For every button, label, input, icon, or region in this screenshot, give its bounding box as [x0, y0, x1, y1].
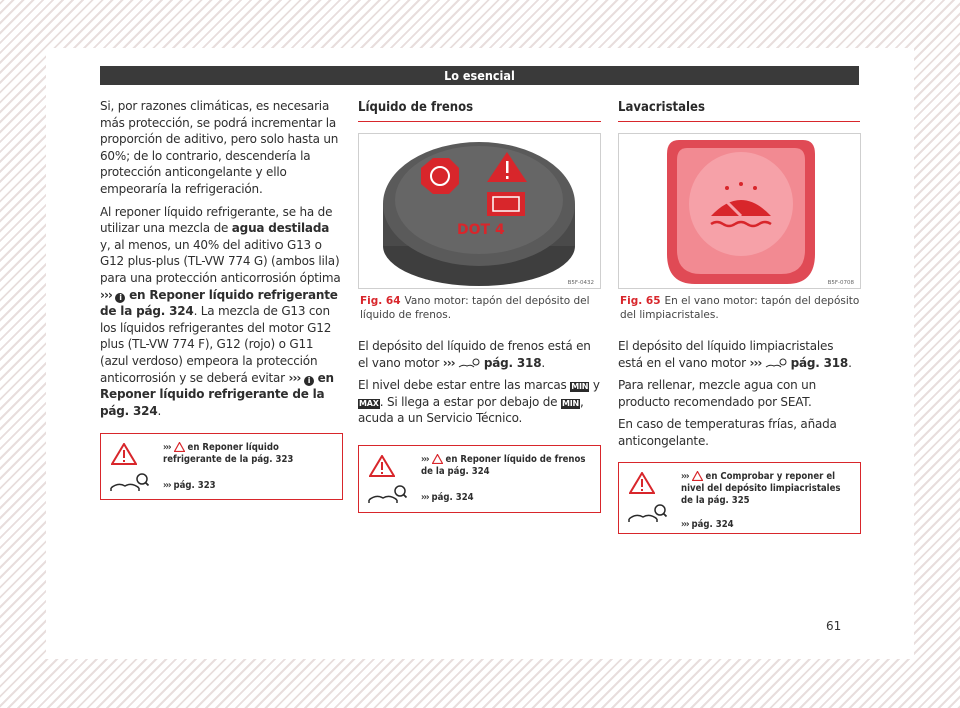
- warning-ref-line[interactable]: ››› en Reponer líquido refrigerante de la pág. 323: [163, 442, 294, 466]
- warning-small-icon: [174, 442, 185, 452]
- ref-arrows: ›››: [288, 370, 301, 385]
- ref-link-coolant-1[interactable]: en Reponer líquido refrigerante de la pág. 324: [100, 287, 338, 319]
- ref-arrows: ›››: [100, 287, 112, 302]
- info-icon: i: [115, 293, 125, 303]
- page-ref-line[interactable]: ››› pág. 323: [163, 480, 216, 492]
- figure-caption: Fig. 64 Vano motor: tapón del depósito del líquido de frenos.: [360, 295, 590, 321]
- figure-brake-fluid-cap: [358, 133, 601, 289]
- warning-box-washer: [618, 462, 861, 534]
- book-magnifier-icon: [627, 503, 667, 523]
- section-title-washer: Lavacristales: [618, 100, 860, 122]
- figure-washer-cap: [618, 133, 861, 289]
- page-ref-line[interactable]: ››› pág. 324: [681, 518, 734, 530]
- info-icon: i: [304, 376, 314, 386]
- warning-triangle-icon: [111, 443, 137, 465]
- washer-cap-illustration: [619, 134, 861, 289]
- min-mark: MIN: [561, 398, 580, 408]
- column-1: [100, 98, 342, 500]
- warning-small-icon: [692, 471, 703, 481]
- max-mark: MAX: [359, 398, 379, 408]
- book-magnifier-small-icon: [765, 358, 787, 369]
- warning-ref-line[interactable]: ››› en Comprobar y reponer el nivel del depósito limpiacristales de la pág. 325: [681, 470, 841, 506]
- page-ref-line[interactable]: ››› pág. 324: [421, 491, 474, 503]
- book-magnifier-icon: [109, 472, 149, 492]
- brake-cap-illustration: [359, 134, 601, 289]
- figure-code: B5F-0708: [827, 280, 854, 286]
- warning-small-icon: [432, 454, 443, 464]
- warning-box-brake: [358, 445, 601, 513]
- paragraph-brake-location: El depósito del líquido de frenos está en el vano motor ››› pág. 318.: [358, 339, 591, 370]
- page-number: 61: [826, 619, 842, 633]
- section-header: Lo esencial: [100, 66, 859, 85]
- figure-code: B5F-0432: [567, 280, 594, 286]
- column-2: [358, 98, 601, 513]
- ref-link-page-318[interactable]: pág. 318: [483, 355, 542, 370]
- paragraph-coolant-mix: Al reponer líquido refrigerante, se ha de utilizar una mezcla de agua destilada y, al menos, un 40% del aditivo G13 o G12 plus-plus (TL-VW 774 G) (ambos lila) para una protección anticorrosión óptima ››› i en Reponer líquido refrigerante de la pág. 324. La mezcla de G13 con los líquidos refrigerantes del motor G12 plus (TL-VW 774 F), G12 (rojo) o G11 (azul verdoso) empeora la protección anticorrosión y se deberá evitar ››› i en Reponer líquido refrigerante de la pág. 324.: [100, 204, 341, 418]
- warning-box-coolant: [100, 433, 343, 500]
- warning-triangle-icon: [369, 455, 395, 477]
- paragraph-washer-fill: Para rellenar, mezcle agua con un producto recomendado por SEAT.: [618, 378, 816, 409]
- ref-link-page-318[interactable]: pág. 318: [790, 355, 849, 370]
- book-magnifier-small-icon: [458, 358, 480, 369]
- section-title-brake-fluid: Líquido de frenos: [358, 100, 601, 122]
- book-magnifier-icon: [367, 484, 407, 504]
- min-mark: MIN: [571, 382, 589, 392]
- figure-caption: Fig. 65 En el vano motor: tapón del depósito del limpiacristales.: [620, 295, 860, 321]
- dot4-label: DOT 4: [457, 222, 505, 238]
- paragraph-washer-cold: En caso de temperaturas frías, añada anticongelante.: [618, 417, 837, 448]
- ref-link-coolant-2[interactable]: en Reponer líquido refrigerante de la pág. 324: [100, 370, 334, 418]
- paragraph-brake-level: El nivel debe estar entre las marcas MIN y MAX. Si llega a estar por debajo de MIN, acuda a un Servicio Técnico.: [358, 378, 600, 426]
- warning-triangle-icon: [629, 472, 655, 494]
- paragraph-washer-location: El depósito del líquido limpiacristales está en el vano motor ››› pág. 318.: [618, 339, 852, 370]
- column-3: [618, 98, 860, 534]
- paragraph-coolant-ratio: Si, por razones climáticas, es necesaria más protección, se podrá incrementar la proporción de aditivo, pero solo hasta un 60%; de lo contrario, descendería la protección anticongelante y ello empeoraría la refrigeración.: [100, 99, 339, 196]
- warning-ref-line[interactable]: ››› en Reponer líquido de frenos de la pág. 324: [421, 453, 586, 477]
